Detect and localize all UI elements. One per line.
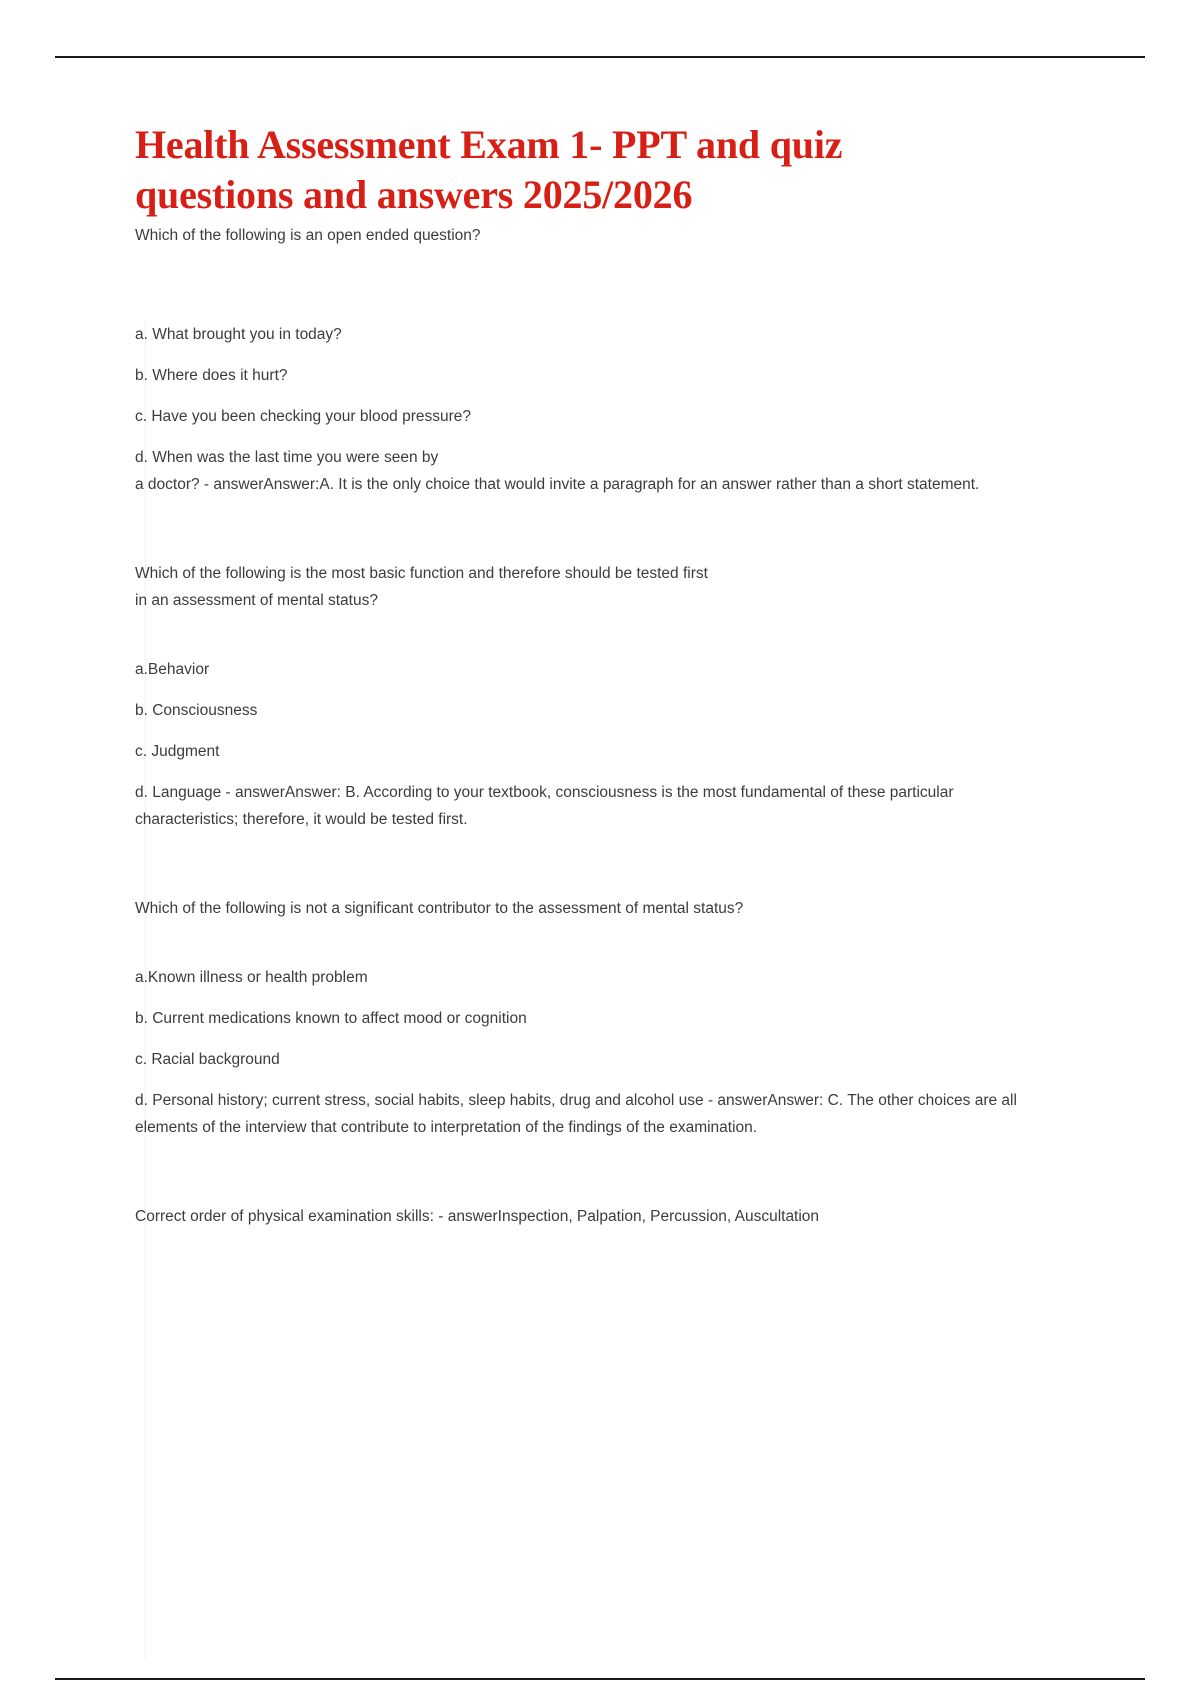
question-3-option-b: b. Current medications known to affect mood or cognition <box>135 1010 527 1027</box>
question-3-option-c: c. Racial background <box>135 1051 280 1068</box>
spacer <box>135 833 1055 895</box>
closing-line: Correct order of physical examination skills: - answerInspection, Palpation, Percussion, Auscultation <box>135 1208 820 1225</box>
question-3-option-a: a.Known illness or health problem <box>135 969 368 986</box>
document-body <box>135 222 1055 1230</box>
spacer <box>135 1073 1055 1087</box>
spacer <box>135 348 1055 362</box>
spacer <box>135 249 1055 321</box>
footer-rule <box>55 1678 1145 1680</box>
spacer <box>135 430 1055 444</box>
question-3-answer: d. Personal history; current stress, social habits, sleep habits, drug and alcohol use - answerAnswer: C. The other choices are all elements of the interview that contribute to interpretation of the findings of the examination. <box>135 1092 1017 1136</box>
question-1-option-b: b. Where does it hurt? <box>135 367 288 384</box>
spacer <box>135 389 1055 403</box>
question-2-option-a: a.Behavior <box>135 661 210 678</box>
question-1-option-a: a. What brought you in today? <box>135 326 342 343</box>
question-2-answer: d. Language - answerAnswer: B. According to your textbook, consciousness is the most fundamental of these particular characteristics; therefore, it would be tested first. <box>135 784 954 828</box>
question-3-prompt: Which of the following is not a significant contributor to the assessment of mental status? <box>135 900 744 917</box>
spacer <box>135 724 1055 738</box>
question-1-answer: a doctor? - answerAnswer:A. It is the only choice that would invite a paragraph for an answer rather than a short statement. <box>135 476 980 493</box>
spacer <box>135 765 1055 779</box>
spacer <box>135 498 1055 560</box>
question-1-option-d: d. When was the last time you were seen by <box>135 449 439 466</box>
page-title-line-1: Health Assessment Exam 1- PPT and quiz <box>135 122 843 167</box>
header-rule <box>55 56 1145 58</box>
question-2-prompt-line-2: in an assessment of mental status? <box>135 592 378 609</box>
question-1-prompt: Which of the following is an open ended question? <box>135 227 481 244</box>
question-1-option-c: c. Have you been checking your blood pressure? <box>135 408 472 425</box>
spacer <box>135 683 1055 697</box>
question-2-option-b: b. Consciousness <box>135 702 258 719</box>
spacer <box>135 614 1055 656</box>
page-title <box>135 120 965 220</box>
page-title-line-2: questions and answers 2025/2026 <box>135 172 693 217</box>
spacer <box>135 1032 1055 1046</box>
spacer <box>135 922 1055 964</box>
document-content <box>135 120 1055 1230</box>
question-2-prompt: Which of the following is the most basic function and therefore should be tested first <box>135 565 708 582</box>
spacer <box>135 1141 1055 1203</box>
question-2-option-c: c. Judgment <box>135 743 220 760</box>
spacer <box>135 991 1055 1005</box>
